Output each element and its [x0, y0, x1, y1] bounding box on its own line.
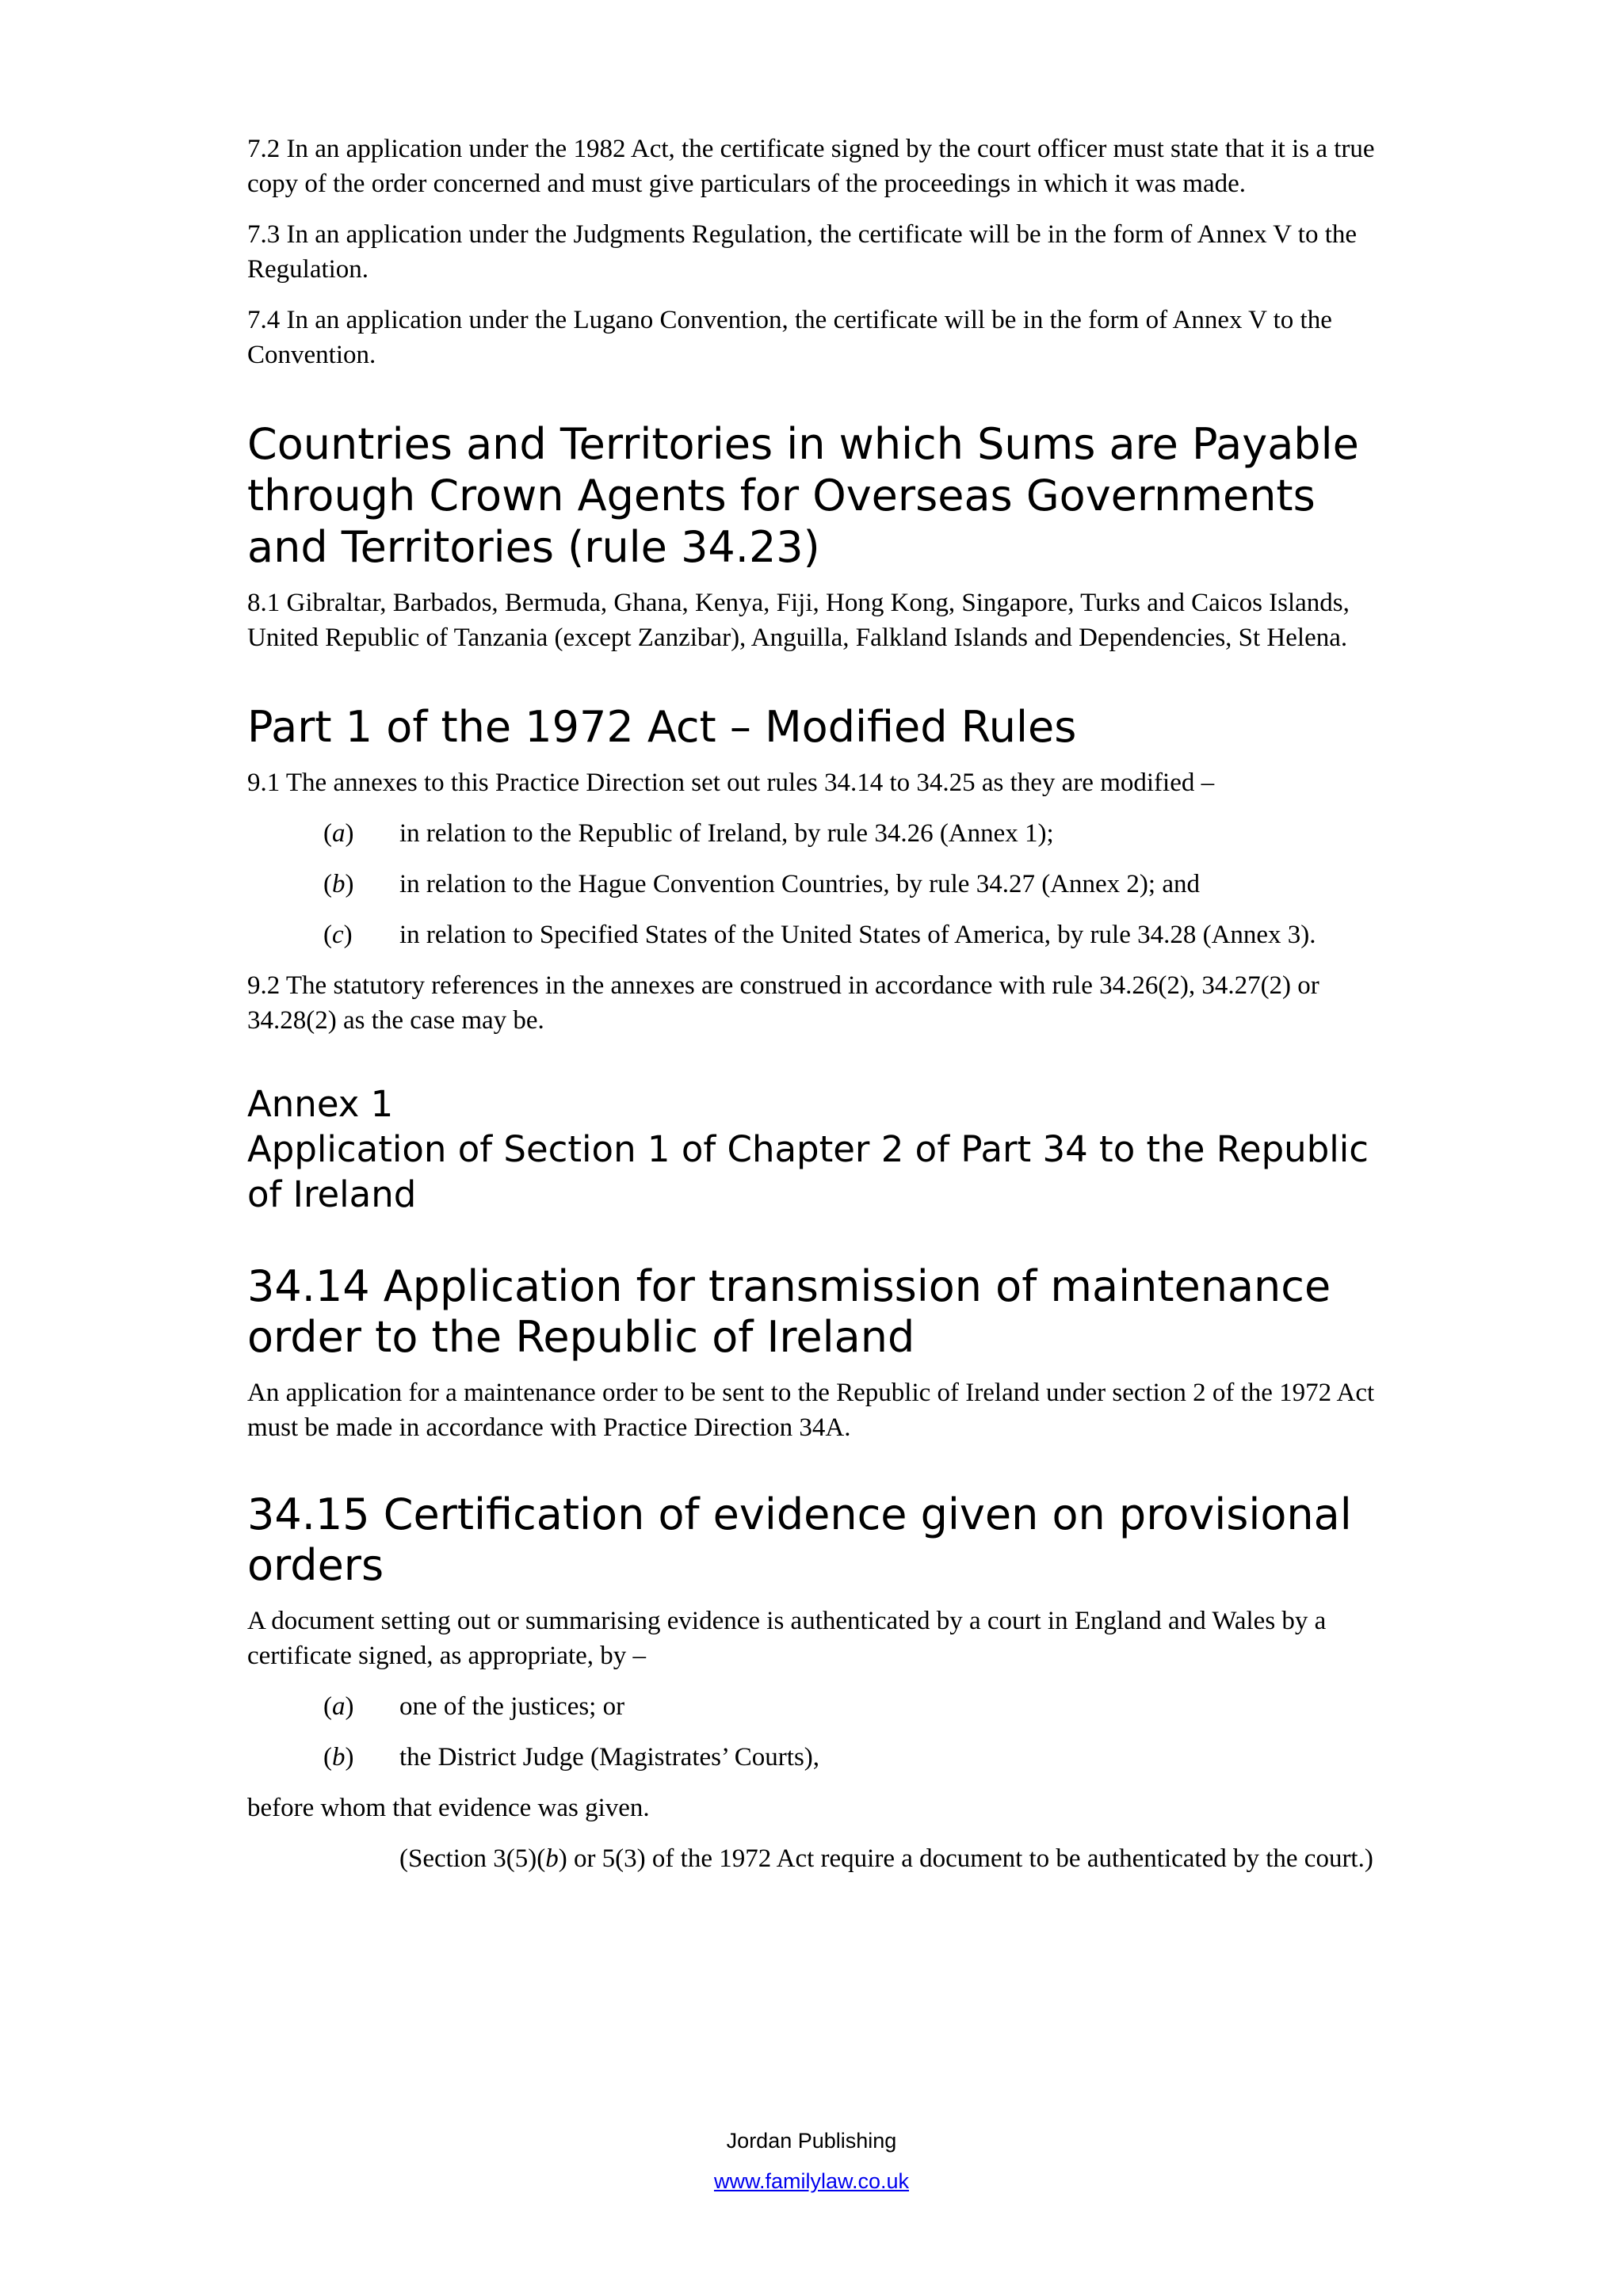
list-item-text: in relation to the Hague Convention Countries, by rule 34.27 (Annex 2); and [399, 870, 1200, 898]
annex-1-title: Application of Section 1 of Chapter 2 of Part 34 to the Republic of Ireland [247, 1128, 1369, 1215]
list-item-text: in relation to Specified States of the United States of America, by rule 34.28 (Annex 3). [399, 921, 1316, 949]
paragraph-7-4: 7.4 In an application under the Lugano Convention, the certificate will be in the form of Annex V to the Convention. [247, 306, 1332, 369]
paragraph-34-15: A document setting out or summarising evidence is authenticated by a court in England and Wales by a certificate signed, as appropriate, by – [247, 1607, 1327, 1670]
list-marker: (c) [323, 921, 353, 949]
paragraph-34-15-continuation: before whom that evidence was given. [247, 1794, 650, 1822]
list-marker: (a) [323, 819, 354, 848]
list-item-text: in relation to the Republic of Ireland, by rule 34.26 (Annex 1); [399, 819, 1054, 848]
annex-1-label: Annex 1 [247, 1083, 394, 1125]
list-item-34-15-b [323, 1740, 1396, 1775]
heading-part-1-modified-rules: Part 1 of the 1972 Act – Modified Rules [247, 702, 1077, 752]
list-marker: (b) [323, 870, 354, 898]
footer-publisher: Jordan Publishing [726, 2129, 897, 2153]
paragraph-9-2: 9.2 The statutory references in the annexes are construed in accordance with rule 34.26(2), 34.27(2) or 34.28(2) as the case may be. [247, 971, 1319, 1035]
heading-countries-territories: Countries and Territories in which Sums are Payable through Crown Agents for Overseas Governments and Territories (rule 34.23) [247, 419, 1359, 572]
list-item-9-1-b [323, 867, 1396, 902]
heading-34-14: 34.14 Application for transmission of maintenance order to the Republic of Ireland [247, 1261, 1331, 1362]
paragraph-7-3: 7.3 In an application under the Judgments Regulation, the certificate will be in the form of Annex V to the Regulation. [247, 220, 1358, 284]
footer-url [0, 2168, 1623, 2195]
paragraph-8-1: 8.1 Gibraltar, Barbados, Bermuda, Ghana, Kenya, Fiji, Hong Kong, Singapore, Turks and Caicos Islands, United Republic of Tanzania (except Zanzibar), Anguilla, Falkland Islands and Dependencies, St Helena. [247, 589, 1350, 652]
list-item-text: the District Judge (Magistrates’ Courts), [399, 1743, 820, 1772]
paragraph-34-14: An application for a maintenance order to be sent to the Republic of Ireland under section 2 of the 1972 Act must be made in accordance with Practice Direction 34A. [247, 1379, 1375, 1442]
annex-1-heading [247, 1081, 1396, 1217]
list-item-text: one of the justices; or [399, 1692, 625, 1721]
list-marker: (a) [323, 1692, 354, 1721]
list-marker: (b) [323, 1743, 354, 1772]
list-item-9-1-c [323, 917, 1396, 952]
paragraph-7-2: 7.2 In an application under the 1982 Act, the certificate signed by the court officer must state that it is a true copy of the order concerned and must give particulars of the proceedings in which it was made. [247, 135, 1375, 198]
list-item-9-1-a [323, 816, 1396, 851]
heading-34-15: 34.15 Certification of evidence given on provisional orders [247, 1489, 1352, 1590]
note-34-15: (Section 3(5)(b) or 5(3) of the 1972 Act require a document to be authenticated by the court.) [399, 1844, 1373, 1873]
paragraph-9-1: 9.1 The annexes to this Practice Direction set out rules 34.14 to 34.25 as they are modified – [247, 769, 1215, 797]
list-item-34-15-a [323, 1689, 1396, 1724]
footer-url-link[interactable]: www.familylaw.co.uk [713, 2169, 910, 2193]
document-page [247, 132, 1396, 1876]
